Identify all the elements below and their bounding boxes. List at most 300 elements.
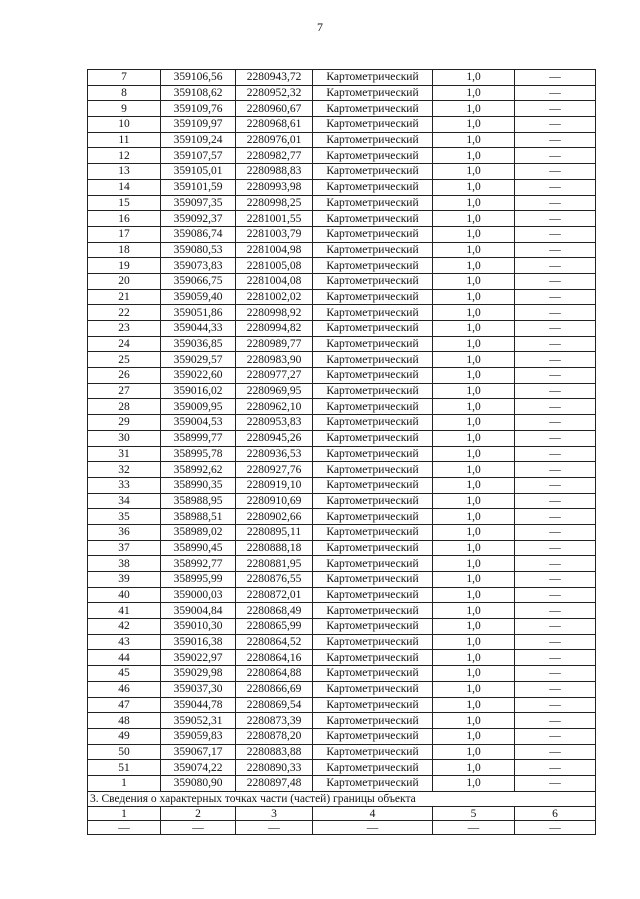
y-coordinate-cell: 2280982,77	[236, 148, 313, 164]
x-coordinate-cell: 358988,95	[161, 493, 236, 509]
x-coordinate-cell: 359067,17	[161, 744, 236, 760]
y-coordinate-cell: 2280890,33	[236, 760, 313, 776]
accuracy-cell: 1,0	[433, 430, 515, 446]
determination-method-cell: Картометрический	[313, 728, 433, 744]
accuracy-cell: 1,0	[433, 164, 515, 180]
section3-header-row	[88, 807, 596, 821]
accuracy-cell: 1,0	[433, 273, 515, 289]
point-number-cell: 47	[88, 697, 161, 713]
y-coordinate-cell: 2280994,82	[236, 321, 313, 337]
determination-method-cell: Картометрический	[313, 321, 433, 337]
table-row	[88, 117, 596, 133]
column-number-5: 5	[433, 807, 515, 821]
determination-method-cell: Картометрический	[313, 603, 433, 619]
determination-method-cell: Картометрический	[313, 509, 433, 525]
determination-method-cell: Картометрический	[313, 85, 433, 101]
point-number-cell: 35	[88, 509, 161, 525]
x-coordinate-cell: 359101,59	[161, 179, 236, 195]
table-row	[88, 634, 596, 650]
determination-method-cell: Картометрический	[313, 148, 433, 164]
determination-method-cell: Картометрический	[313, 650, 433, 666]
description-cell: —	[515, 195, 596, 211]
accuracy-cell: 1,0	[433, 509, 515, 525]
determination-method-cell: Картометрический	[313, 383, 433, 399]
point-number-cell: 12	[88, 148, 161, 164]
determination-method-cell: Картометрический	[313, 132, 433, 148]
determination-method-cell: Картометрический	[313, 101, 433, 117]
determination-method-cell: Картометрический	[313, 556, 433, 572]
table-row	[88, 462, 596, 478]
accuracy-cell: 1,0	[433, 117, 515, 133]
description-cell: —	[515, 148, 596, 164]
determination-method-cell: Картометрический	[313, 368, 433, 384]
point-number-cell: 18	[88, 242, 161, 258]
x-coordinate-cell: 359109,97	[161, 117, 236, 133]
y-coordinate-cell: 2280998,25	[236, 195, 313, 211]
description-cell: —	[515, 336, 596, 352]
table-row	[88, 760, 596, 776]
point-number-cell: 25	[88, 352, 161, 368]
point-number-cell: 41	[88, 603, 161, 619]
y-coordinate-cell: 2280864,88	[236, 666, 313, 682]
column-number-4: 4	[313, 807, 433, 821]
x-coordinate-cell: 358999,77	[161, 430, 236, 446]
y-coordinate-cell: 2281005,08	[236, 258, 313, 274]
accuracy-cell: 1,0	[433, 211, 515, 227]
description-cell: —	[515, 509, 596, 525]
empty-cell: —	[433, 821, 515, 835]
x-coordinate-cell: 359036,85	[161, 336, 236, 352]
description-cell: —	[515, 430, 596, 446]
description-cell: —	[515, 650, 596, 666]
table-row	[88, 258, 596, 274]
table-row	[88, 399, 596, 415]
x-coordinate-cell: 358990,35	[161, 477, 236, 493]
x-coordinate-cell: 359000,03	[161, 587, 236, 603]
description-cell: —	[515, 211, 596, 227]
y-coordinate-cell: 2280888,18	[236, 540, 313, 556]
accuracy-cell: 1,0	[433, 603, 515, 619]
y-coordinate-cell: 2280936,53	[236, 446, 313, 462]
y-coordinate-cell: 2281001,55	[236, 211, 313, 227]
y-coordinate-cell: 2280976,01	[236, 132, 313, 148]
x-coordinate-cell: 359107,57	[161, 148, 236, 164]
table-row	[88, 524, 596, 540]
column-number-6: 6	[515, 807, 596, 821]
determination-method-cell: Картометрический	[313, 775, 433, 791]
y-coordinate-cell: 2280962,10	[236, 399, 313, 415]
y-coordinate-cell: 2280869,54	[236, 697, 313, 713]
y-coordinate-cell: 2280977,27	[236, 368, 313, 384]
accuracy-cell: 1,0	[433, 556, 515, 572]
determination-method-cell: Картометрический	[313, 195, 433, 211]
determination-method-cell: Картометрический	[313, 70, 433, 86]
determination-method-cell: Картометрический	[313, 681, 433, 697]
point-number-cell: 51	[88, 760, 161, 776]
table-row	[88, 446, 596, 462]
x-coordinate-cell: 359086,74	[161, 226, 236, 242]
description-cell: —	[515, 697, 596, 713]
accuracy-cell: 1,0	[433, 587, 515, 603]
accuracy-cell: 1,0	[433, 493, 515, 509]
point-number-cell: 40	[88, 587, 161, 603]
table-row	[88, 226, 596, 242]
table-row	[88, 179, 596, 195]
determination-method-cell: Картометрический	[313, 289, 433, 305]
accuracy-cell: 1,0	[433, 697, 515, 713]
section3-title-row	[88, 791, 596, 807]
description-cell: —	[515, 164, 596, 180]
determination-method-cell: Картометрический	[313, 634, 433, 650]
x-coordinate-cell: 358995,78	[161, 446, 236, 462]
point-number-cell: 28	[88, 399, 161, 415]
y-coordinate-cell: 2280878,20	[236, 728, 313, 744]
empty-cell: —	[88, 821, 161, 835]
description-cell: —	[515, 85, 596, 101]
column-number-3: 3	[236, 807, 313, 821]
x-coordinate-cell: 358989,02	[161, 524, 236, 540]
point-number-cell: 38	[88, 556, 161, 572]
y-coordinate-cell: 2280952,32	[236, 85, 313, 101]
accuracy-cell: 1,0	[433, 148, 515, 164]
determination-method-cell: Картометрический	[313, 477, 433, 493]
description-cell: —	[515, 321, 596, 337]
y-coordinate-cell: 2280968,61	[236, 117, 313, 133]
empty-cell: —	[161, 821, 236, 835]
table-row	[88, 101, 596, 117]
determination-method-cell: Картометрический	[313, 226, 433, 242]
coordinates-table-body	[88, 70, 596, 792]
x-coordinate-cell: 359029,98	[161, 666, 236, 682]
description-cell: —	[515, 634, 596, 650]
y-coordinate-cell: 2280993,98	[236, 179, 313, 195]
accuracy-cell: 1,0	[433, 540, 515, 556]
point-number-cell: 26	[88, 368, 161, 384]
x-coordinate-cell: 359059,83	[161, 728, 236, 744]
y-coordinate-cell: 2280881,95	[236, 556, 313, 572]
accuracy-cell: 1,0	[433, 289, 515, 305]
accuracy-cell: 1,0	[433, 85, 515, 101]
point-number-cell: 30	[88, 430, 161, 446]
accuracy-cell: 1,0	[433, 446, 515, 462]
accuracy-cell: 1,0	[433, 226, 515, 242]
description-cell: —	[515, 603, 596, 619]
description-cell: —	[515, 744, 596, 760]
description-cell: —	[515, 117, 596, 133]
determination-method-cell: Картометрический	[313, 572, 433, 588]
determination-method-cell: Картометрический	[313, 619, 433, 635]
description-cell: —	[515, 399, 596, 415]
y-coordinate-cell: 2280989,77	[236, 336, 313, 352]
accuracy-cell: 1,0	[433, 713, 515, 729]
determination-method-cell: Картометрический	[313, 336, 433, 352]
point-number-cell: 45	[88, 666, 161, 682]
table-row	[88, 336, 596, 352]
description-cell: —	[515, 462, 596, 478]
determination-method-cell: Картометрический	[313, 587, 433, 603]
point-number-cell: 11	[88, 132, 161, 148]
table-row	[88, 148, 596, 164]
y-coordinate-cell: 2280866,69	[236, 681, 313, 697]
description-cell: —	[515, 681, 596, 697]
x-coordinate-cell: 359059,40	[161, 289, 236, 305]
accuracy-cell: 1,0	[433, 666, 515, 682]
table-row	[88, 132, 596, 148]
point-number-cell: 20	[88, 273, 161, 289]
point-number-cell: 29	[88, 415, 161, 431]
determination-method-cell: Картометрический	[313, 666, 433, 682]
point-number-cell: 36	[88, 524, 161, 540]
y-coordinate-cell: 2281004,98	[236, 242, 313, 258]
accuracy-cell: 1,0	[433, 70, 515, 86]
determination-method-cell: Картометрический	[313, 540, 433, 556]
x-coordinate-cell: 359022,97	[161, 650, 236, 666]
table-row	[88, 509, 596, 525]
section3-title: 3. Сведения о характерных точках части (частей) границы объекта	[88, 791, 596, 807]
accuracy-cell: 1,0	[433, 336, 515, 352]
accuracy-cell: 1,0	[433, 242, 515, 258]
accuracy-cell: 1,0	[433, 179, 515, 195]
column-number-2: 2	[161, 807, 236, 821]
accuracy-cell: 1,0	[433, 399, 515, 415]
point-number-cell: 15	[88, 195, 161, 211]
accuracy-cell: 1,0	[433, 101, 515, 117]
accuracy-cell: 1,0	[433, 132, 515, 148]
y-coordinate-cell: 2280983,90	[236, 352, 313, 368]
y-coordinate-cell: 2280868,49	[236, 603, 313, 619]
y-coordinate-cell: 2280943,72	[236, 70, 313, 86]
table-row	[88, 352, 596, 368]
x-coordinate-cell: 358995,99	[161, 572, 236, 588]
table-row	[88, 556, 596, 572]
table-row	[88, 195, 596, 211]
accuracy-cell: 1,0	[433, 744, 515, 760]
y-coordinate-cell: 2280865,99	[236, 619, 313, 635]
description-cell: —	[515, 289, 596, 305]
description-cell: —	[515, 70, 596, 86]
description-cell: —	[515, 305, 596, 321]
x-coordinate-cell: 359009,95	[161, 399, 236, 415]
determination-method-cell: Картометрический	[313, 446, 433, 462]
point-number-cell: 21	[88, 289, 161, 305]
x-coordinate-cell: 359073,83	[161, 258, 236, 274]
table-row	[88, 666, 596, 682]
x-coordinate-cell: 359016,38	[161, 634, 236, 650]
y-coordinate-cell: 2280960,67	[236, 101, 313, 117]
table-row	[88, 681, 596, 697]
point-number-cell: 23	[88, 321, 161, 337]
empty-cell: —	[313, 821, 433, 835]
table-row	[88, 321, 596, 337]
determination-method-cell: Картометрический	[313, 117, 433, 133]
determination-method-cell: Картометрический	[313, 305, 433, 321]
y-coordinate-cell: 2280873,39	[236, 713, 313, 729]
accuracy-cell: 1,0	[433, 477, 515, 493]
point-number-cell: 39	[88, 572, 161, 588]
description-cell: —	[515, 619, 596, 635]
point-number-cell: 34	[88, 493, 161, 509]
accuracy-cell: 1,0	[433, 383, 515, 399]
description-cell: —	[515, 101, 596, 117]
accuracy-cell: 1,0	[433, 462, 515, 478]
y-coordinate-cell: 2280902,66	[236, 509, 313, 525]
accuracy-cell: 1,0	[433, 650, 515, 666]
table-row	[88, 587, 596, 603]
determination-method-cell: Картометрический	[313, 744, 433, 760]
y-coordinate-cell: 2281003,79	[236, 226, 313, 242]
point-number-cell: 32	[88, 462, 161, 478]
point-number-cell: 44	[88, 650, 161, 666]
empty-cell: —	[236, 821, 313, 835]
determination-method-cell: Картометрический	[313, 697, 433, 713]
y-coordinate-cell: 2280953,83	[236, 415, 313, 431]
table-row	[88, 728, 596, 744]
point-number-cell: 16	[88, 211, 161, 227]
table-row	[88, 493, 596, 509]
determination-method-cell: Картометрический	[313, 211, 433, 227]
table-row	[88, 619, 596, 635]
determination-method-cell: Картометрический	[313, 430, 433, 446]
accuracy-cell: 1,0	[433, 195, 515, 211]
point-number-cell: 8	[88, 85, 161, 101]
x-coordinate-cell: 359037,30	[161, 681, 236, 697]
accuracy-cell: 1,0	[433, 572, 515, 588]
x-coordinate-cell: 358992,62	[161, 462, 236, 478]
accuracy-cell: 1,0	[433, 368, 515, 384]
description-cell: —	[515, 760, 596, 776]
determination-method-cell: Картометрический	[313, 258, 433, 274]
x-coordinate-cell: 358992,77	[161, 556, 236, 572]
table-row	[88, 603, 596, 619]
accuracy-cell: 1,0	[433, 415, 515, 431]
table-row	[88, 744, 596, 760]
y-coordinate-cell: 2281002,02	[236, 289, 313, 305]
column-number-1: 1	[88, 807, 161, 821]
determination-method-cell: Картометрический	[313, 242, 433, 258]
point-number-cell: 24	[88, 336, 161, 352]
point-number-cell: 37	[88, 540, 161, 556]
description-cell: —	[515, 273, 596, 289]
y-coordinate-cell: 2280945,26	[236, 430, 313, 446]
x-coordinate-cell: 359080,53	[161, 242, 236, 258]
y-coordinate-cell: 2280864,16	[236, 650, 313, 666]
determination-method-cell: Картометрический	[313, 399, 433, 415]
x-coordinate-cell: 359092,37	[161, 211, 236, 227]
table-row	[88, 430, 596, 446]
accuracy-cell: 1,0	[433, 258, 515, 274]
accuracy-cell: 1,0	[433, 728, 515, 744]
point-number-cell: 1	[88, 775, 161, 791]
accuracy-cell: 1,0	[433, 305, 515, 321]
description-cell: —	[515, 258, 596, 274]
x-coordinate-cell: 359044,78	[161, 697, 236, 713]
x-coordinate-cell: 359051,86	[161, 305, 236, 321]
x-coordinate-cell: 359105,01	[161, 164, 236, 180]
x-coordinate-cell: 359106,56	[161, 70, 236, 86]
description-cell: —	[515, 540, 596, 556]
point-number-cell: 19	[88, 258, 161, 274]
accuracy-cell: 1,0	[433, 634, 515, 650]
determination-method-cell: Картометрический	[313, 273, 433, 289]
point-number-cell: 48	[88, 713, 161, 729]
table-row	[88, 85, 596, 101]
description-cell: —	[515, 352, 596, 368]
x-coordinate-cell: 359004,53	[161, 415, 236, 431]
table-row	[88, 383, 596, 399]
point-number-cell: 13	[88, 164, 161, 180]
description-cell: —	[515, 556, 596, 572]
table-row	[88, 368, 596, 384]
point-number-cell: 46	[88, 681, 161, 697]
x-coordinate-cell: 359066,75	[161, 273, 236, 289]
description-cell: —	[515, 713, 596, 729]
y-coordinate-cell: 2280883,88	[236, 744, 313, 760]
description-cell: —	[515, 728, 596, 744]
description-cell: —	[515, 368, 596, 384]
determination-method-cell: Картометрический	[313, 352, 433, 368]
table-row	[88, 697, 596, 713]
point-number-cell: 14	[88, 179, 161, 195]
description-cell: —	[515, 775, 596, 791]
page-number: 7	[317, 20, 323, 34]
table-row	[88, 273, 596, 289]
x-coordinate-cell: 359022,60	[161, 368, 236, 384]
y-coordinate-cell: 2280895,11	[236, 524, 313, 540]
y-coordinate-cell: 2281004,08	[236, 273, 313, 289]
description-cell: —	[515, 415, 596, 431]
table-row	[88, 70, 596, 86]
table-row	[88, 289, 596, 305]
point-number-cell: 10	[88, 117, 161, 133]
x-coordinate-cell: 359029,57	[161, 352, 236, 368]
point-number-cell: 31	[88, 446, 161, 462]
coordinates-table	[87, 69, 596, 835]
empty-cell: —	[515, 821, 596, 835]
accuracy-cell: 1,0	[433, 760, 515, 776]
description-cell: —	[515, 524, 596, 540]
y-coordinate-cell: 2280876,55	[236, 572, 313, 588]
y-coordinate-cell: 2280864,52	[236, 634, 313, 650]
x-coordinate-cell: 359052,31	[161, 713, 236, 729]
description-cell: —	[515, 132, 596, 148]
y-coordinate-cell: 2280919,10	[236, 477, 313, 493]
table-row	[88, 572, 596, 588]
y-coordinate-cell: 2280897,48	[236, 775, 313, 791]
x-coordinate-cell: 359109,24	[161, 132, 236, 148]
table-row	[88, 415, 596, 431]
point-number-cell: 42	[88, 619, 161, 635]
description-cell: —	[515, 383, 596, 399]
determination-method-cell: Картометрический	[313, 164, 433, 180]
table-row	[88, 305, 596, 321]
x-coordinate-cell: 359108,62	[161, 85, 236, 101]
x-coordinate-cell: 359016,02	[161, 383, 236, 399]
section3-empty-row	[88, 821, 596, 835]
x-coordinate-cell: 359044,33	[161, 321, 236, 337]
point-number-cell: 27	[88, 383, 161, 399]
x-coordinate-cell: 359010,30	[161, 619, 236, 635]
accuracy-cell: 1,0	[433, 352, 515, 368]
determination-method-cell: Картометрический	[313, 462, 433, 478]
point-number-cell: 22	[88, 305, 161, 321]
description-cell: —	[515, 666, 596, 682]
point-number-cell: 17	[88, 226, 161, 242]
description-cell: —	[515, 179, 596, 195]
section3-block	[88, 791, 596, 835]
description-cell: —	[515, 572, 596, 588]
y-coordinate-cell: 2280872,01	[236, 587, 313, 603]
accuracy-cell: 1,0	[433, 775, 515, 791]
